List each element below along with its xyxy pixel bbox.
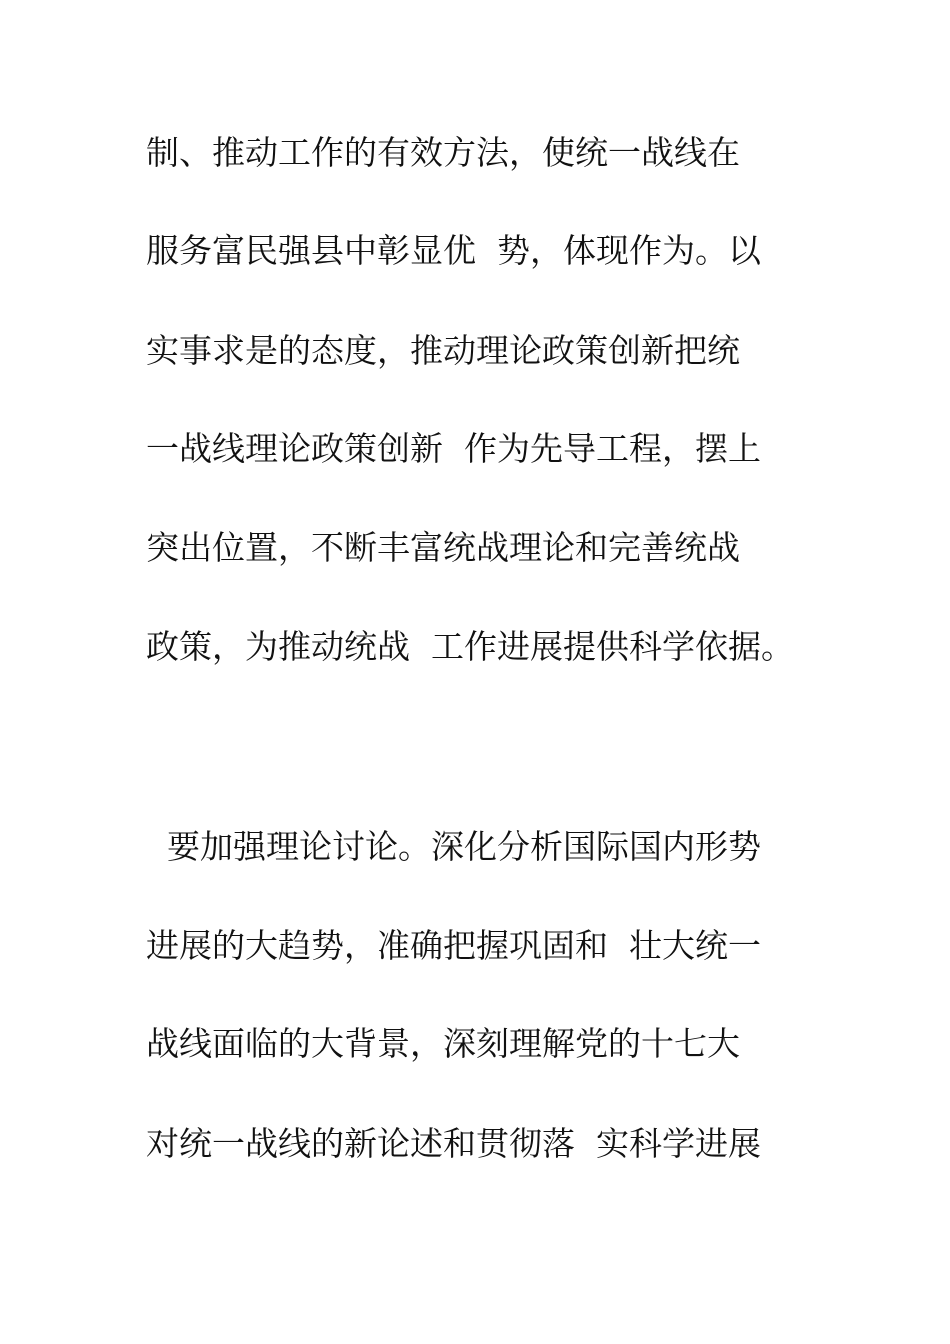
text-line: 实事求是的态度，推动理论政策创新把统 [146, 331, 740, 370]
text-line: 进展的大趋势，准确把握巩固和 壮大统一 [146, 926, 761, 965]
text-line: 服务富民强县中彰显优 势，体现作为。以 [146, 231, 761, 270]
text-line: 突出位置，不断丰富统战理论和完善统战 [146, 528, 740, 567]
text-line: 对统一战线的新论述和贯彻落 实科学进展 [146, 1124, 761, 1163]
text-line: 政策，为推动统战 工作进展提供科学依据。 [146, 627, 794, 666]
text-line: 要加强理论讨论。深化分析国际国内形势 [146, 827, 761, 866]
text-line: 一战线理论政策创新 作为先导工程，摆上 [146, 429, 761, 468]
text-line: 战线面临的大背景，深刻理解党的十七大 [146, 1024, 740, 1063]
text-line: 制、推动工作的有效方法，使统一战线在 [146, 133, 740, 172]
